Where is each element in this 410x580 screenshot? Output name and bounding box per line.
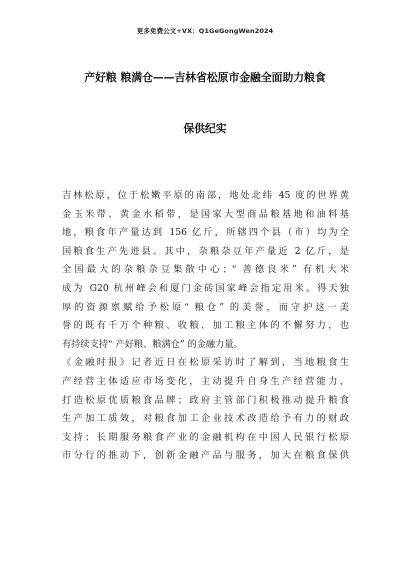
body-line: 支持；长期服务粮食产业的金融机构在中国人民银行松原 — [62, 431, 349, 443]
body-line: 金玉米带、黄金水稻带，是国家大型商品粮基地和油料基 — [62, 208, 349, 220]
document-title-line-2: 保供纪实 — [183, 122, 227, 135]
body-line: 国粮食生产先进县。其中，杂粮杂豆年产量近 2 亿斤，是 — [62, 245, 349, 257]
body-line: 誉的既有千万个种粮、收粮、加工粮主体的不懈努力，也 — [62, 320, 349, 332]
body-line: 产经营主体适应市场变化，主动提升自身生产经营能力， — [62, 375, 349, 387]
body-line: 厚的资源禀赋给予松原“ 粮仓” 的美誉，而守护这一美 — [62, 301, 349, 313]
body-line: 《金融时报》记者近日在松原采访时了解到，当地粮食生 — [62, 357, 349, 369]
body-line: 成为 G20 杭州峰会和厦门金砖国家峰会指定用米。得天独 — [62, 282, 349, 294]
body-line: 吉林松原，位于松嫩平原的南部，地处北纬 45 度的世界黄 — [62, 190, 349, 201]
body-line: 有持续支持“ 产好粮、粮满仓” 的金融力量。 — [62, 338, 243, 350]
body-line: 打造松原优质粮食品牌；政府主管部门积极推动提升粮食 — [62, 394, 349, 406]
header-note: 更多免费公文+VX：Q1GeGongWen2024 — [136, 27, 274, 35]
body-line: 全国最大的杂粮杂豆集散中心；“ 善德良米” 有机大米 — [62, 264, 349, 276]
document-body — [62, 187, 349, 466]
document-title-line-1: 产好粮 粮满仓——吉林省松原市金融全面助力粮食 — [84, 71, 326, 84]
body-line: 生产加工质效，对粮食加工企业技术改造给予有力的财政 — [62, 413, 349, 425]
body-line: 地，粮食年产量达到 156 亿斤，所辖四个县（市）均为全 — [62, 227, 349, 239]
body-line: 市分行的推动下，创新金融产品与服务，加大在粮食保供 — [62, 450, 349, 462]
